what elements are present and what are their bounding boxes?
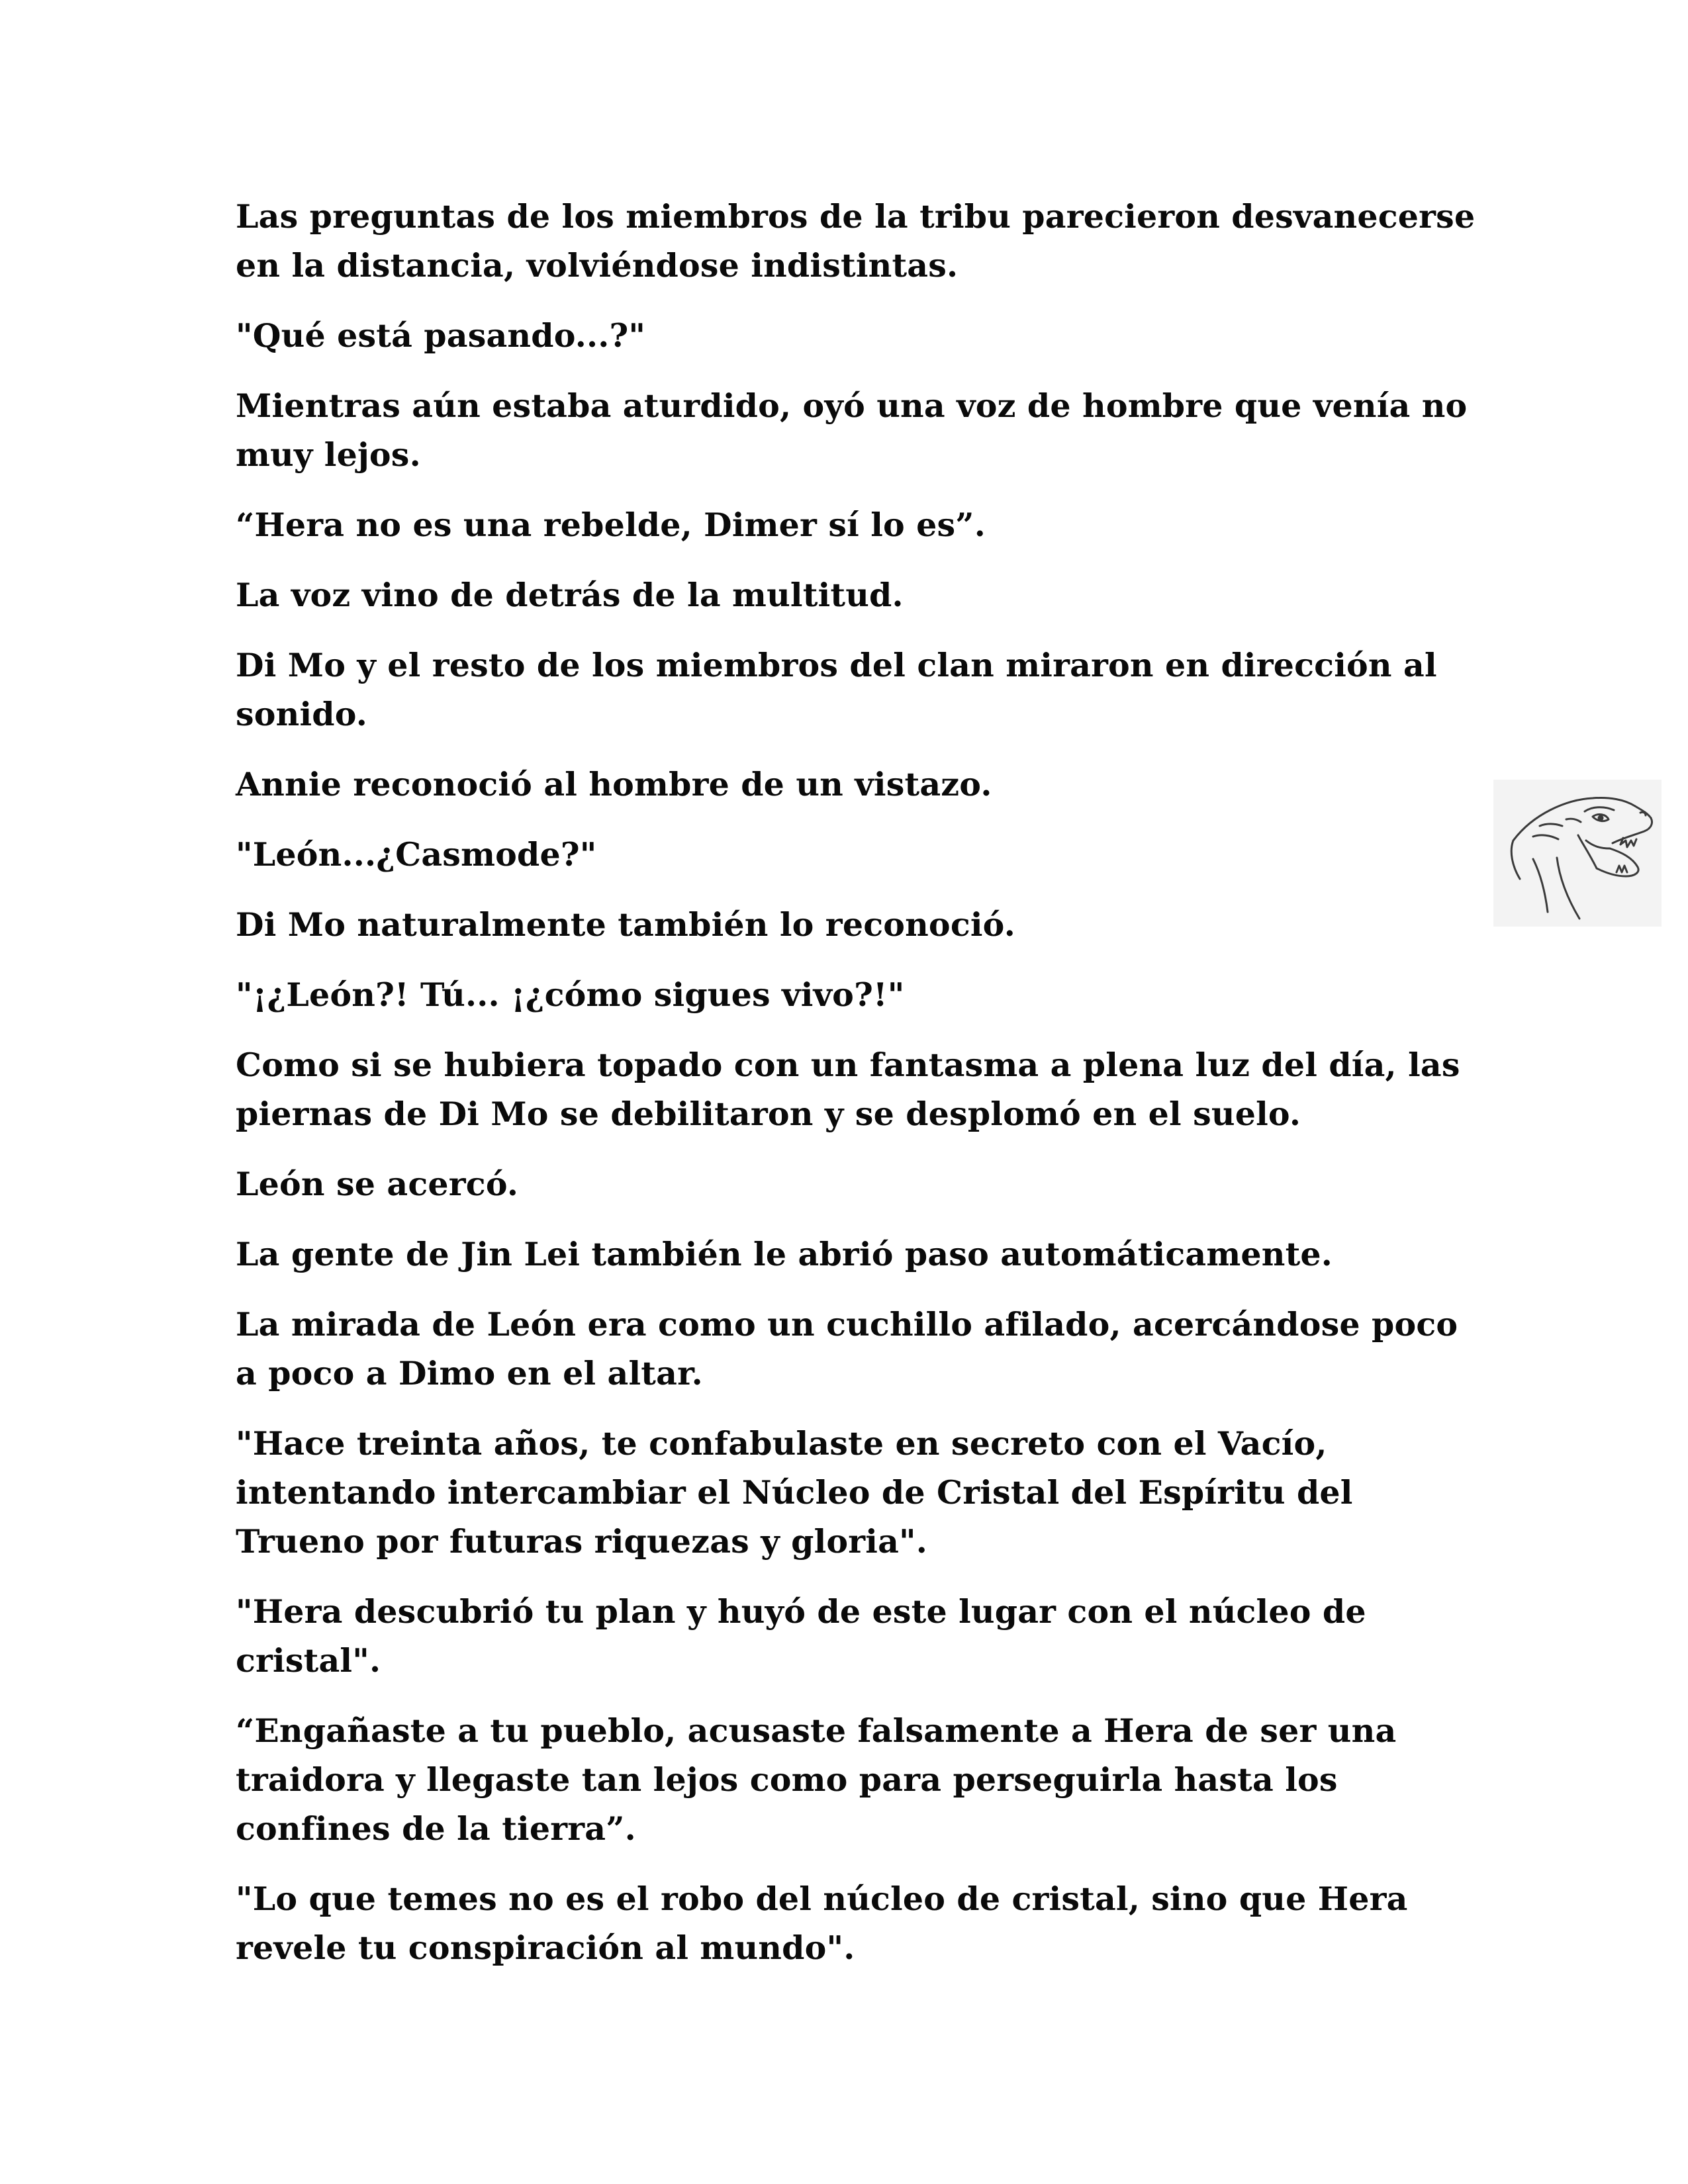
paragraph: "Qué está pasando...?": [236, 316, 646, 355]
dinosaur-sketch-icon: [1493, 780, 1662, 927]
paragraph: "Hera descubrió tu plan y huyó de este lugar con el núcleo de cristal".: [236, 1592, 1366, 1680]
paragraph: "¡¿León?! Tú... ¡¿cómo sigues vivo?!": [236, 976, 905, 1014]
paragraph: "Hace treinta años, te confabulaste en secreto con el Vacío, intentando intercambiar el Núcleo de Cristal del Espíritu del Trueno por futuras riquezas y gloria".: [236, 1424, 1353, 1561]
paragraph: Como si se hubiera topado con un fantasma a plena luz del día, las piernas de Di Mo se debilitaron y se desplomó en el suelo.: [236, 1046, 1460, 1133]
paragraph: Mientras aún estaba aturdido, oyó una voz de hombre que venía no muy lejos.: [236, 387, 1468, 474]
paragraph: Di Mo naturalmente también lo reconoció.: [236, 905, 1015, 944]
paragraph: Las preguntas de los miembros de la tribu parecieron desvanecerse en la distancia, volviéndose indistintas.: [236, 197, 1476, 285]
paragraph: "Lo que temes no es el robo del núcleo de cristal, sino que Hera revele tu conspiración al mundo".: [236, 1880, 1408, 1967]
paragraph: "León...¿Casmode?": [236, 835, 597, 874]
story-text: [236, 192, 1480, 1993]
paragraph: La gente de Jin Lei también le abrió paso automáticamente.: [236, 1235, 1333, 1273]
paragraph: La voz vino de detrás de la multitud.: [236, 576, 904, 614]
paragraph: Di Mo y el resto de los miembros del clan miraron en dirección al sonido.: [236, 646, 1437, 733]
paragraph: La mirada de León era como un cuchillo afilado, acercándose poco a poco a Dimo en el altar.: [236, 1305, 1458, 1392]
paragraph: Annie reconoció al hombre de un vistazo.: [236, 765, 992, 803]
paragraph: “Hera no es una rebelde, Dimer sí lo es”.: [236, 506, 986, 544]
paragraph: León se acercó.: [236, 1165, 519, 1203]
paragraph: “Engañaste a tu pueblo, acusaste falsamente a Hera de ser una traidora y llegaste tan lejos como para perseguirla hasta los confines de la tierra”.: [236, 1711, 1397, 1848]
